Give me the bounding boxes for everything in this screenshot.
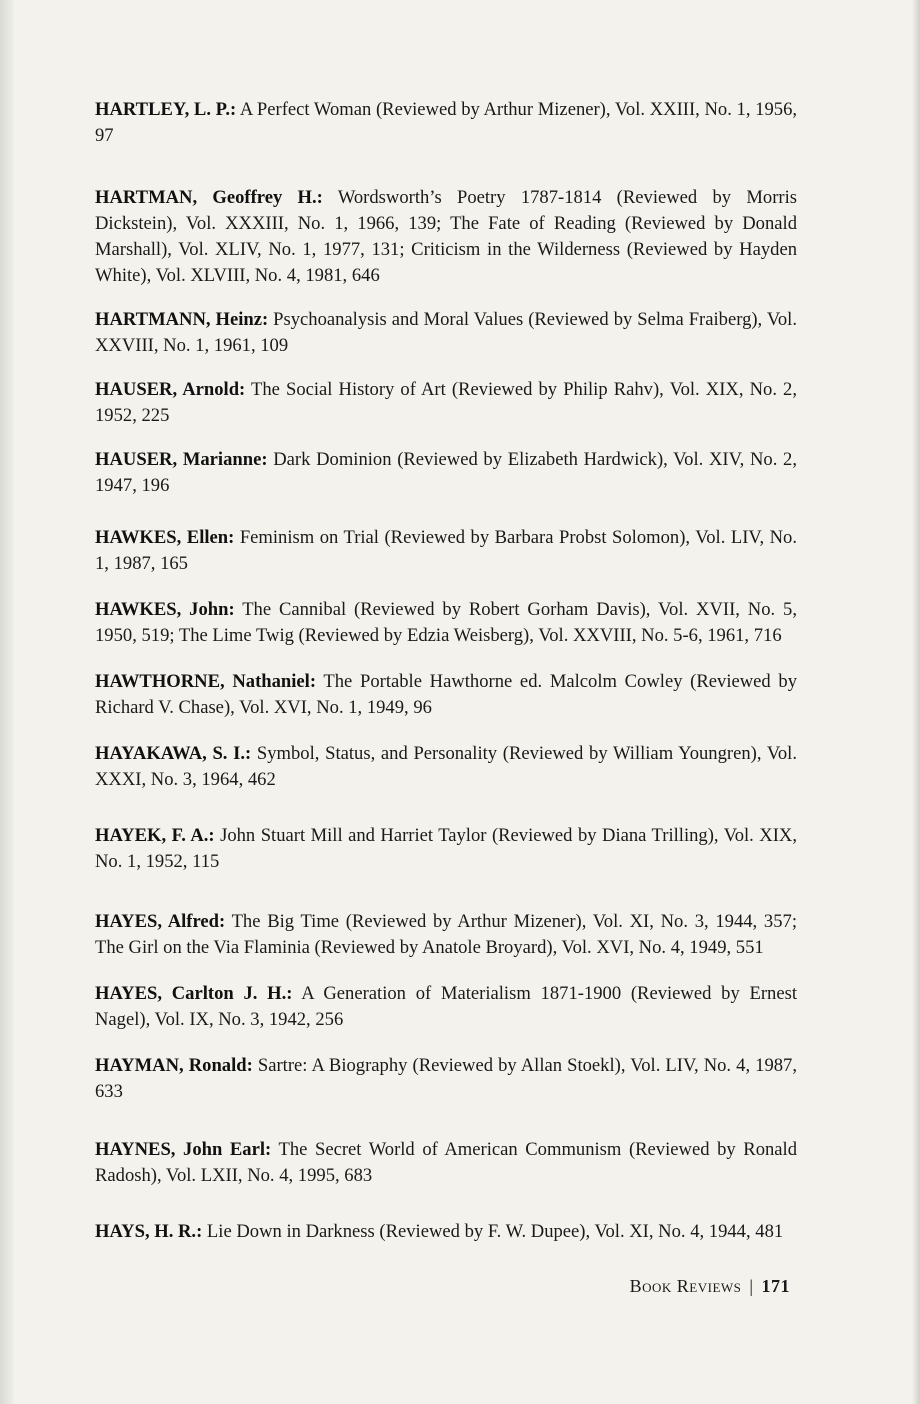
index-entry [95,447,797,499]
author-name: HAYES, Carlton J. H.: [95,983,293,1004]
page-footer [630,1276,790,1297]
author-name: HAUSER, Arnold: [95,379,246,400]
index-entry [95,981,797,1033]
author-name: HAWTHORNE, Nathaniel: [95,671,317,692]
author-name: HAYEK, F. A.: [95,825,215,846]
footer-separator: | [749,1276,754,1296]
index-entry [95,823,797,875]
entry-text: The Social History of Art (Reviewed by Philip Rahv), Vol. XIX, No. 2, 1952, 225 [95,379,798,426]
index-entry [95,185,797,289]
page-number: 171 [761,1276,790,1296]
running-footer-title: Book Reviews [629,1276,742,1296]
index-entry [95,307,797,359]
index-entry [95,525,797,577]
entry-text: Wordsworth’s Poetry 1787-1814 (Reviewed by Morris Dickstein), Vol. XXXIII, No. 1, 1966, 139; The Fate of Reading (Reviewed by Donald Marshall), Vol. XLIV, No. 1, 1977, 131; Criticism in the Wilderness (Reviewed by Hayden White), Vol. XLVIII, No. 4, 1981, 646 [95,187,797,286]
author-name: HAYMAN, Ronald: [95,1055,253,1076]
entry-text: The Cannibal (Reviewed by Robert Gorham Davis), Vol. XVII, No. 5, 1950, 519; The Lime Twig (Reviewed by Edzia Weisberg), Vol. XXVIII, No. 5-6, 1961, 716 [95,599,797,646]
index-entry [95,597,797,649]
entry-text: John Stuart Mill and Harriet Taylor (Reviewed by Diana Trilling), Vol. XIX, No. 1, 1952, 115 [95,825,797,872]
author-name: HAWKES, John: [95,599,235,620]
entry-text: Sartre: A Biography (Reviewed by Allan Stoekl), Vol. LIV, No. 4, 1987, 633 [95,1055,797,1102]
author-name: HARTLEY, L. P.: [95,99,237,120]
author-name: HARTMANN, Heinz: [95,309,269,330]
entry-text: Psychoanalysis and Moral Values (Reviewed by Selma Fraiberg), Vol. XXVIII, No. 1, 1961, 109 [95,309,797,356]
index-entry [95,741,797,793]
book-spine-shadow [0,0,14,1404]
index-entry [95,377,797,429]
author-name: HAYS, H. R.: [95,1221,203,1242]
entry-text: A Perfect Woman (Reviewed by Arthur Mizener), Vol. XXIII, No. 1, 1956, 97 [95,99,798,146]
author-name: HAYES, Alfred: [95,911,226,932]
page-edge-shadow [912,0,920,1404]
review-index-list [95,97,797,1245]
entry-text: The Big Time (Reviewed by Arthur Mizener), Vol. XI, No. 3, 1944, 357; The Girl on the Via Flaminia (Reviewed by Anatole Broyard), Vol. XVI, No. 4, 1949, 551 [95,911,797,958]
entry-text: Dark Dominion (Reviewed by Elizabeth Hardwick), Vol. XIV, No. 2, 1947, 196 [95,449,797,496]
author-name: HAYAKAWA, S. I.: [95,743,252,764]
author-name: HAUSER, Marianne: [95,449,268,470]
entry-text: Symbol, Status, and Personality (Reviewed by William Youngren), Vol. XXXI, No. 3, 1964, 462 [95,743,797,790]
index-entry [95,909,797,961]
entry-text: The Secret World of American Communism (Reviewed by Ronald Radosh), Vol. LXII, No. 4, 1995, 683 [95,1139,798,1186]
entry-text: Feminism on Trial (Reviewed by Barbara Probst Solomon), Vol. LIV, No. 1, 1987, 165 [95,527,797,574]
entry-text: A Generation of Materialism 1871-1900 (Reviewed by Ernest Nagel), Vol. IX, No. 3, 1942, 256 [95,983,798,1030]
author-name: HARTMAN, Geoffrey H.: [95,187,323,208]
entry-text: The Portable Hawthorne ed. Malcolm Cowley (Reviewed by Richard V. Chase), Vol. XVI, No. 1, 1949, 96 [95,671,798,718]
entry-text: Lie Down in Darkness (Reviewed by F. W. Dupee), Vol. XI, No. 4, 1944, 481 [202,1221,784,1242]
index-entry [95,1219,797,1245]
index-entry [95,1137,797,1189]
author-name: HAWKES, Ellen: [95,527,235,548]
index-entry [95,669,797,721]
author-name: HAYNES, John Earl: [95,1139,272,1160]
index-entry [95,1053,797,1105]
index-entry [95,97,797,149]
